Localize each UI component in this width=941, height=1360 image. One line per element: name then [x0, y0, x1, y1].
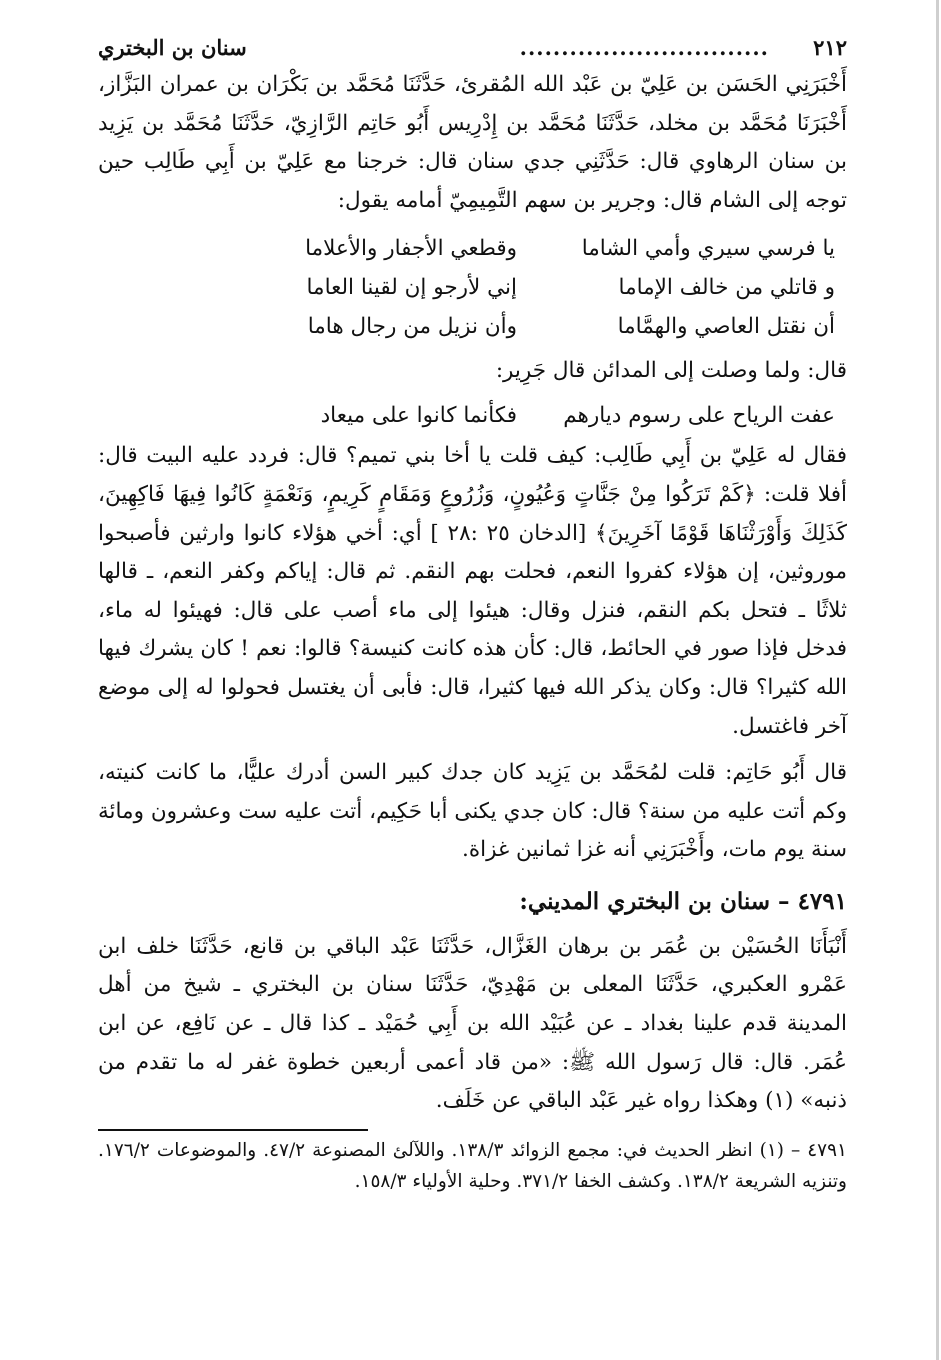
page-header — [98, 30, 847, 66]
isnad-paragraph: أَخْبَرَنِي الحَسَن بن عَلِيّ بن عَبْد الله المُقرئ، حَدَّثَنَا مُحَمَّد بن بَكْرَان بن عمران البَزَّاز، أَخْبَرَنَا مُحَمَّد بن مخلد، حَدَّثَنَا مُحَمَّد بن إِدْرِيس أَبُو حَاتِم الرَّازِيّ، حَدَّثَنَا مُحَمَّد بن يَزِيد بن سنان الرهاوي قال: حَدَّثَنِي جدي سنان قال: خرجنا مع عَلِيّ بن أَبِي طَالِب حين توجه إلى الشام قال: وجرير بن سهم التَّمِيمِيّ أمامه يقول: — [98, 72, 847, 213]
narration-paragraph: قال: ولما وصلت إلى المدائن قال جَرِير: — [495, 358, 847, 384]
verse-first-hemistich: يا فرسي سيري وأمي الشاما — [581, 236, 835, 262]
verse-second-hemistich: وقطعي الأجفار والأعلاما — [305, 236, 517, 262]
verse-second-hemistich: فكأنما كانوا على ميعاد — [320, 402, 517, 428]
footnote-separator-wrap — [98, 1121, 847, 1131]
poem-verse — [98, 397, 847, 436]
verse-first-hemistich: و قاتلي من خالف الإماما — [618, 274, 835, 300]
narration-paragraph: قال أَبُو حَاتِم: قلت لمُحَمَّد بن يَزِيد كان جدك كبير السن أدرك عليًّا، ما كانت كنيته، وكم أتت عليه من سنة؟ قال: كان جدي يكنى أبا حَكِيم، أتت عليه ست وعشرون ومائة سنة يوم مات، وأَخْبَرَنِي أنه غزا ثمانين غزاة. — [98, 760, 847, 863]
hadith-paragraph: أَنْبَأَنَا الحُسَيْن بن عُمَر بن برهان الغَزَّال، حَدَّثَنَا عَبْد الباقي بن قانع، حَدَّثَنَا خلف ابن عَمْرو العكبري، حَدَّثَنَا المعلى بن مَهْدِيّ، حَدَّثَنَا سنان بن البختري ـ شيخ من أهل المدينة قدم علينا بغداد ـ عن عُبَيْد الله بن أَبِي حُمَيْد ـ كذا قال ـ عن نَافِع، عن ابن عُمَر. قال: قال رَسول الله ﷺ: «من قاد أعمى أربعين خطوة غفر له ما تقدم من ذنبه» (١) وهكذا رواه غير عَبْد الباقي عن خَلَف. — [98, 933, 847, 1114]
poem-block — [98, 230, 847, 346]
poem-verse — [98, 269, 847, 308]
verse-first-hemistich: عفت الرياح على رسوم ديارهم — [563, 402, 835, 428]
poem-block-2 — [98, 397, 847, 436]
poem-verse — [98, 230, 847, 269]
narration-paragraph: فقال له عَلِيّ بن أَبِي طَالِب: كيف قلت يا أخا بني تميم؟ قال: فردد عليه البيت قال: أفلا قلت: ﴿كَمْ تَرَكُوا مِنْ جَنَّاتٍ وَعُيُونٍ، وَزُرُوعٍ وَمَقَامٍ كَرِيمٍ، وَنَعْمَةٍ كَانُوا فِيهَا فَاكِهِينَ، كَذَلِكَ وَأَوْرَثْنَاهَا قَوْمًا آخَرِينَ﴾ [الدخان ٢٥ :٢٨ ] أي: أخي هؤلاء كانوا وارثين فأصبحوا موروثين، إن هؤلاء كفروا النعم، فحلت بهم النقم. ثم قال: إياكم وكفر النعم، ـ قالها ثلاثًا ـ فتحل بكم النقم، فنزل وقال: هيئوا إلى ماء أصب على قال: فهيئوا له ماء، فدخل فإذا صور في الحائط، قال: كأن هذه كانت كنيسة؟ قالوا: نعم ! كان يشرك فيها الله كثيرا؟ قال: وكان يذكر الله فيها كثيرا، قال: فأبى أن يغتسل فحولوا له إلى موضع آخر فاغتسل. — [98, 443, 848, 739]
header-leader-dots: .............................. — [519, 35, 769, 60]
entry-heading: ٤٧٩١ – سنان بن البختري المديني: — [519, 887, 847, 915]
page-number: ٢١٢ — [813, 35, 847, 60]
footnote: ٤٧٩١ – (١) انظر الحديث في: مجمع الزوائد ١٣٨/٣. واللآلئ المصنوعة ٤٧/٢. والموضوعات ١٧٦/٢. وتنزيه الشريعة ١٣٨/٢. وكشف الخفا ٣٧١/٢. وحلية الأولياء ١٥٨/٣. — [98, 1139, 847, 1192]
running-title: سنان بن البختري — [98, 35, 247, 60]
verse-second-hemistich: إني لأرجو إن لقينا العاما — [306, 274, 517, 300]
verse-first-hemistich: أن نقتل العاصي والهمَّاما — [617, 313, 835, 339]
poem-verse — [98, 308, 847, 347]
footnote-separator — [98, 1129, 368, 1131]
verse-second-hemistich: وأن نزيل من رجال هاما — [307, 313, 517, 339]
